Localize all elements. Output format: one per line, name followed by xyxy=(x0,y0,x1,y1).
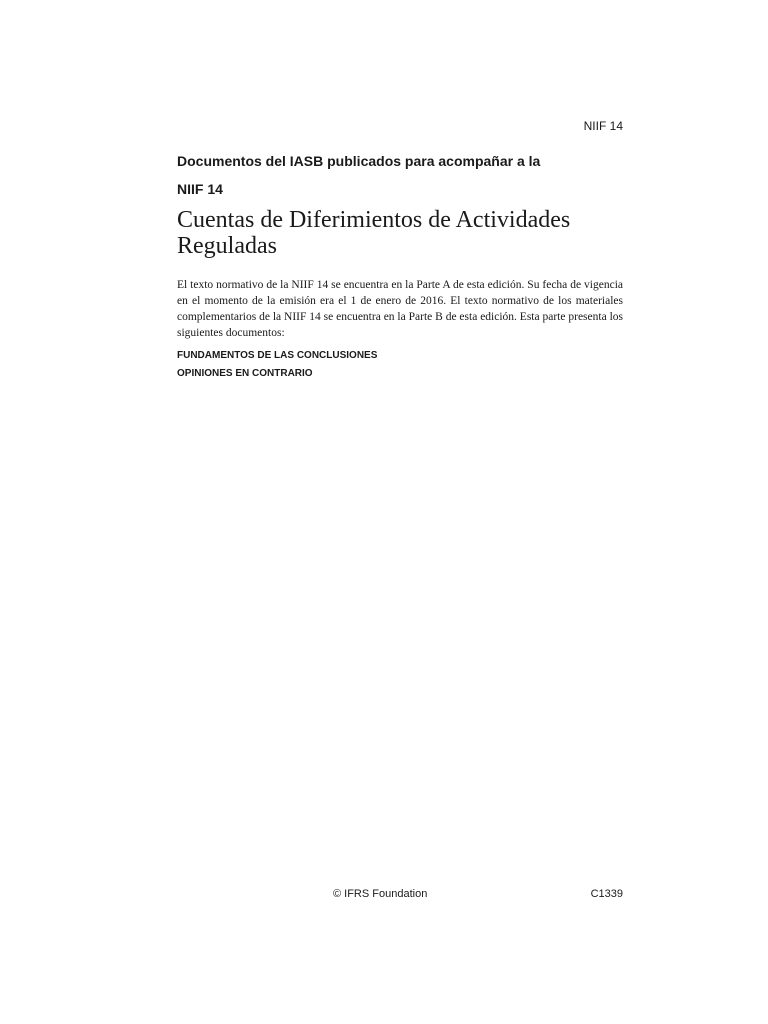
intro-line: Documentos del IASB publicados para acompañar a la xyxy=(177,153,541,169)
running-header: NIIF 14 xyxy=(583,119,623,133)
documents-list xyxy=(177,349,377,385)
footer-copyright: © IFRS Foundation xyxy=(333,888,428,900)
document-title: Cuentas de Diferimientos de Actividades Reguladas xyxy=(177,207,571,259)
standard-code: NIIF 14 xyxy=(177,181,223,197)
body-paragraph: El texto normativo de la NIIF 14 se encuentra en la Parte A de esta edición. Su fecha de vigencia en el momento de la emisión era el 1 de enero de 2016. El texto normativo de los materiales complementarios de la NIIF 14 se encuentra en la Parte B de esta edición. Esta parte presenta los siguientes documentos: xyxy=(177,279,623,339)
list-item: OPINIONES EN CONTRARIO xyxy=(177,368,313,379)
page-number: C1339 xyxy=(590,888,623,900)
list-item: FUNDAMENTOS DE LAS CONCLUSIONES xyxy=(177,350,378,361)
